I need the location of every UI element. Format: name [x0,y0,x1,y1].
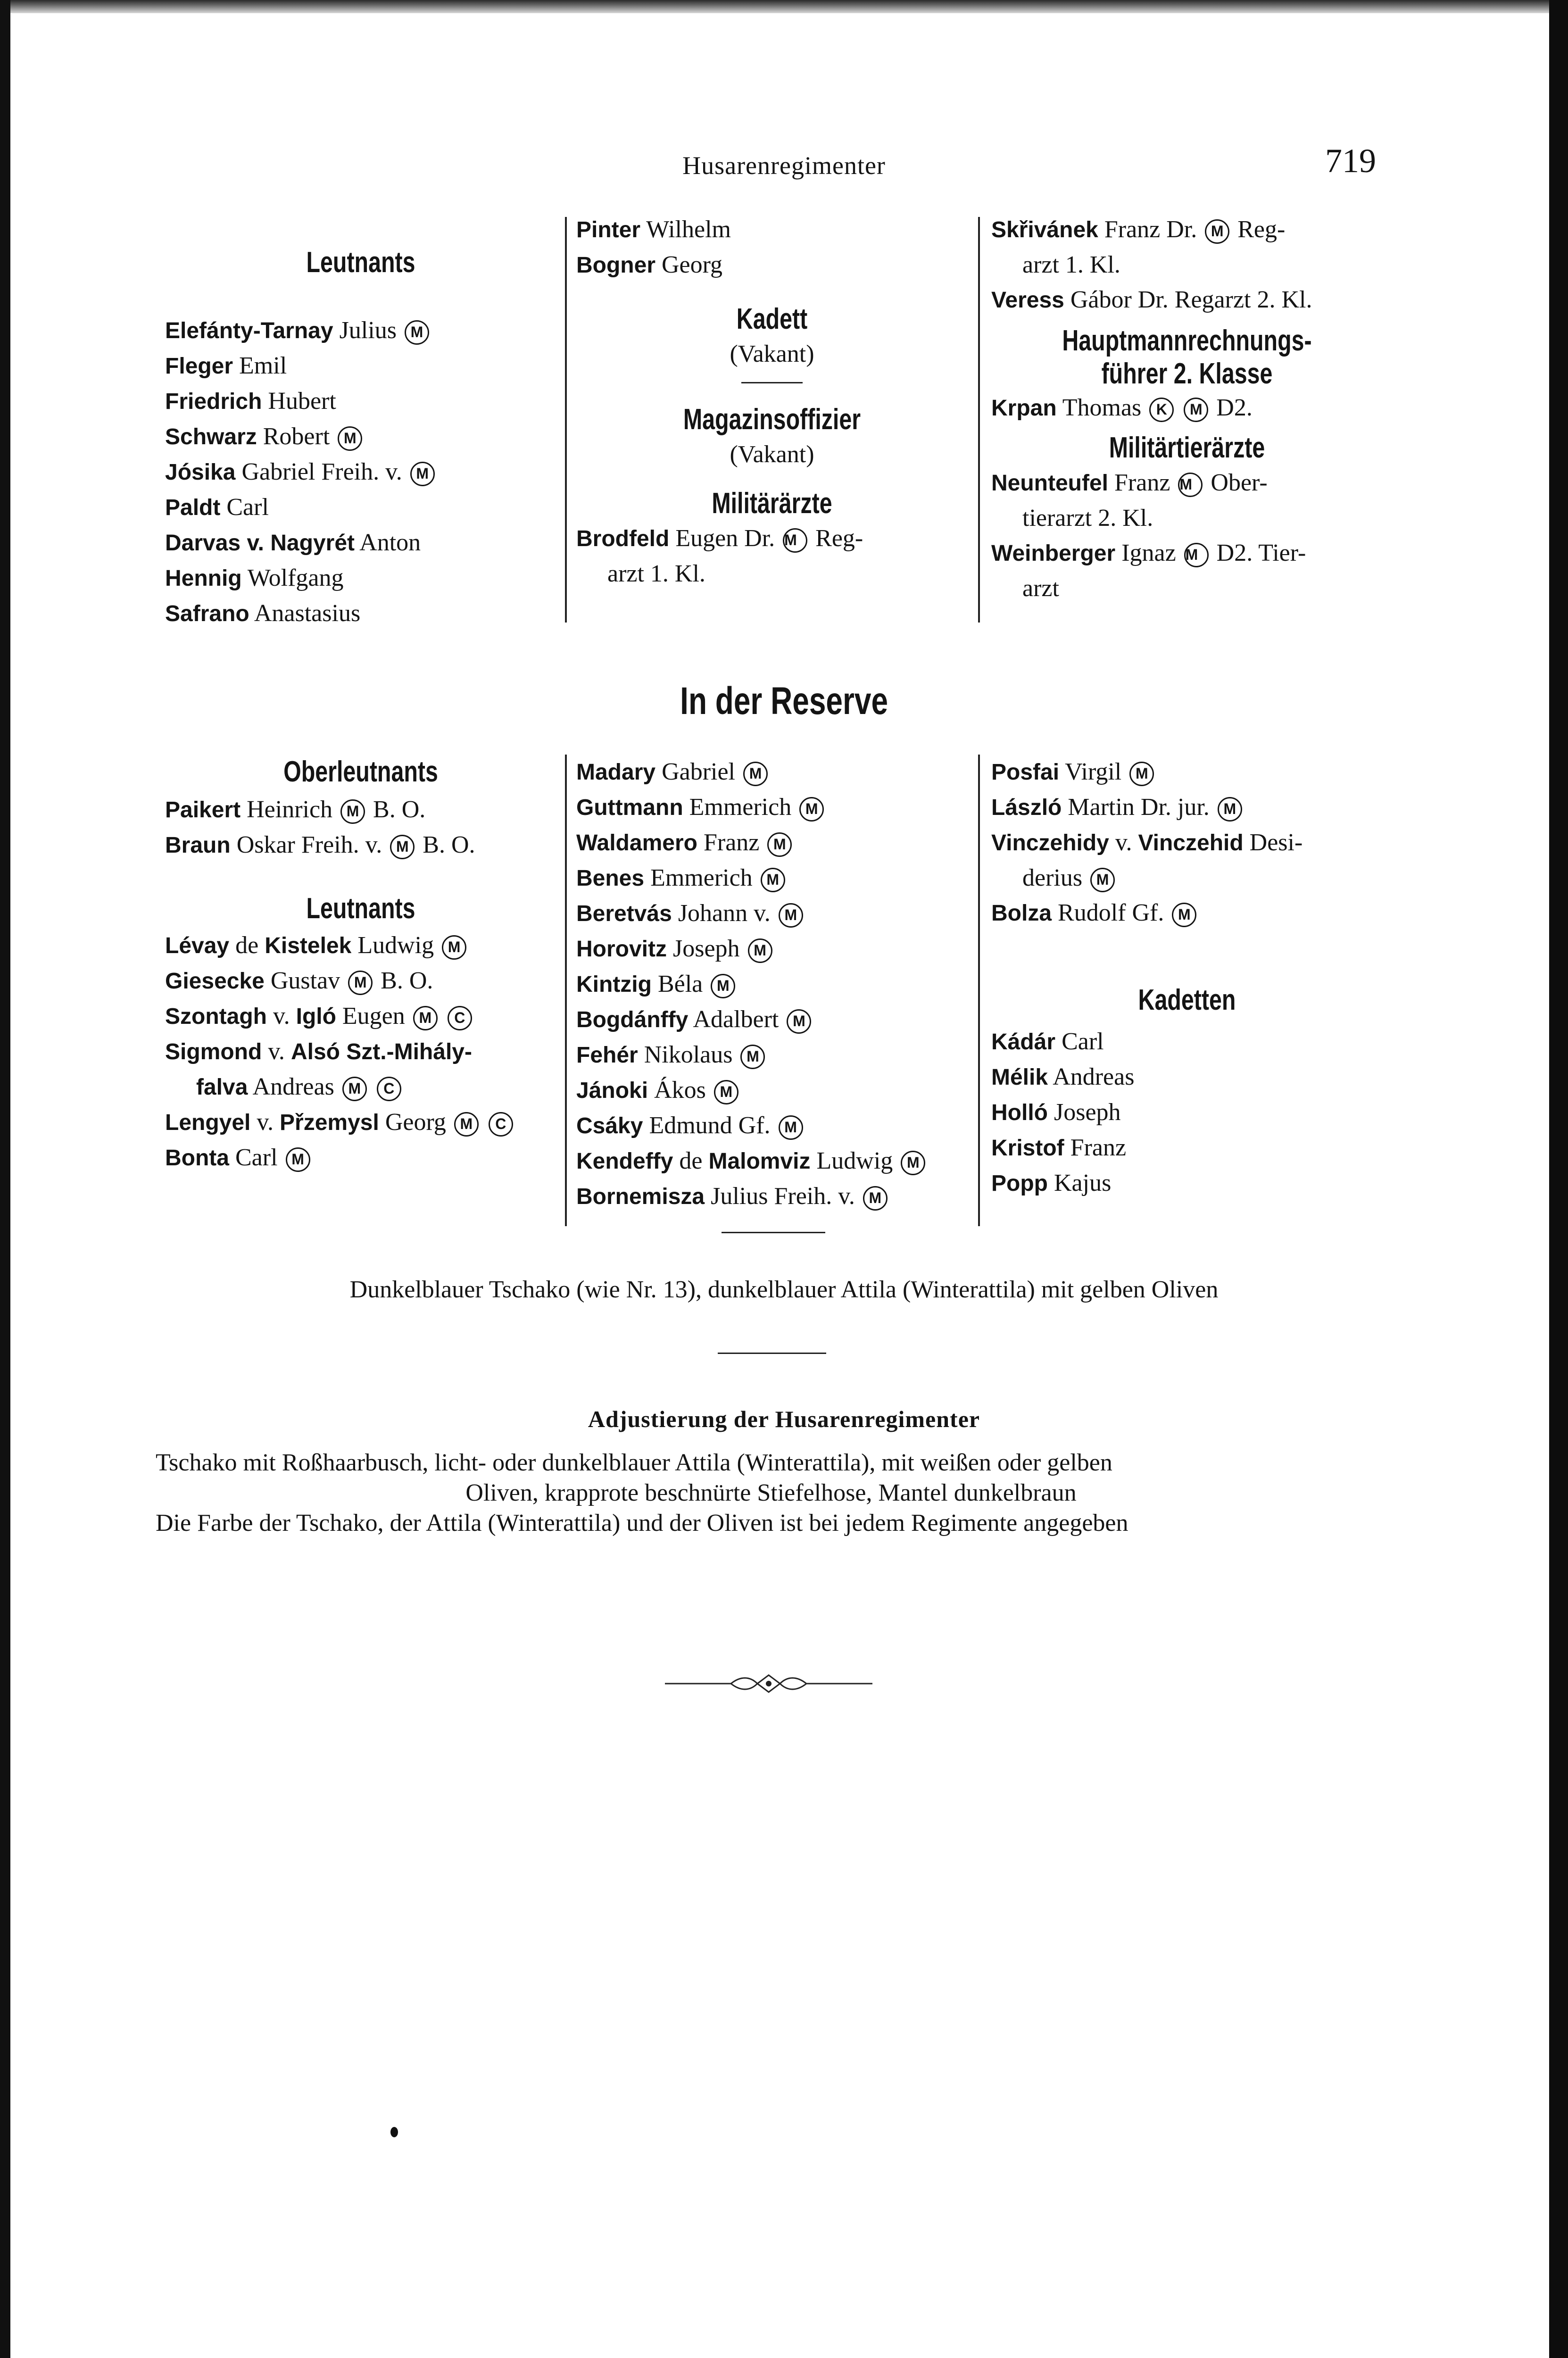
given-name: Emmerich [650,864,753,891]
list-item [576,931,968,967]
rule [741,382,803,383]
merit-mark-icon: M [342,1077,367,1101]
section-heading-kadetten: Kadetten [1138,984,1236,1016]
section-heading-magazinsoffizier: Magazinsoffizier [683,403,861,436]
given-name: Gabriel Freih. v. [241,458,402,485]
merit-mark-icon: M [338,426,362,451]
merit-mark-icon: M [714,1080,738,1104]
list-item [991,1166,1383,1201]
surname: Jósika [165,460,236,485]
given-name: Robert [263,423,330,450]
list-item [991,896,1383,931]
section-heading-leutnants: Leutnants [306,892,415,925]
given-name: Franz [1070,1134,1127,1161]
merit-mark-icon: M [767,832,792,857]
surname: Malomviz [708,1149,811,1174]
surname: Jánoki [576,1078,648,1103]
list-item [165,999,556,1034]
given-name: Carl [1062,1028,1104,1055]
active-leutnants-list [165,313,556,631]
merit-mark-icon: M [1178,473,1203,497]
given-name: Gabriel [662,758,736,785]
surname: Alsó Szt.-Mihály- [290,1039,472,1064]
surname: Hennig [165,566,242,591]
reserve-column-3 [991,755,1383,1201]
merit-mark-icon: M [1129,762,1154,786]
given-name: Johann v. [678,900,771,927]
active-col2-entries [576,212,968,283]
surname: falva [196,1075,248,1100]
surname: Braun [165,833,231,858]
list-item [991,212,1383,248]
list-item [576,1179,968,1214]
list-item [576,967,968,1002]
merit-mark-icon: M [1184,398,1208,422]
surname: Bonta [165,1146,229,1171]
given-name: Kajus [1054,1170,1112,1196]
given-name: Wilhelm [646,216,731,243]
given-name: Rudolf Gf. [1058,899,1164,926]
merit-mark-icon: M [743,762,768,786]
list-item [576,1144,968,1179]
surname: Szontagh [165,1004,267,1029]
given-name: Anton [359,529,421,556]
surname: Bogner [576,253,655,278]
given-name: Emmerich [689,794,792,821]
list-item [576,825,968,861]
section-heading-leutnants: Leutnants [306,246,415,279]
surname: Friedrich [165,389,262,414]
list-item [991,755,1383,790]
merit-mark-icon: M [799,797,824,822]
merit-mark-icon: M [340,799,365,824]
merit-mark-icon: M [442,935,466,960]
suffix-text: B. O. [381,967,433,994]
given-name: Martin Dr. jur. [1068,794,1210,821]
merit-mark-icon: M [779,1115,803,1140]
list-item [165,384,556,419]
surname: Brodfeld [576,526,670,551]
given-name: Carl [235,1144,278,1171]
given-name: Oskar Freih. v. [236,831,382,858]
list-item [165,828,556,863]
reserve-col2-entries [576,755,968,1214]
merit-mark-icon: M [286,1147,310,1172]
surname: Igló [296,1004,336,1029]
surname: Giesecke [165,969,265,994]
surname: László [991,795,1062,820]
list-item [991,1060,1383,1095]
column-divider [978,755,980,1226]
particle: de [235,932,259,959]
particle: de [679,1147,703,1174]
list-item [165,525,556,561]
surname: Beretvás [576,901,672,926]
scan-top-edge [0,0,1568,13]
given-name: Nikolaus [644,1041,733,1068]
decoration-text: D2. [1216,394,1253,421]
rank-text: Ober- [1211,469,1268,496]
surname: Bornemisza [576,1184,705,1209]
surname: Fehér [576,1043,638,1068]
list-item-continuation: arzt [1022,575,1059,602]
given-name: Edmund Gf. [649,1112,771,1139]
active-column-1 [165,245,556,631]
surname: Paikert [165,797,241,822]
merit-mark-icon: M [390,835,415,859]
list-item [991,825,1383,861]
list-item [576,1002,968,1038]
section-heading-militaraerzte: Militärärzte [712,487,832,520]
merit-mark-icon: M [761,868,785,892]
particle: v. [1115,829,1132,856]
given-name: Hubert [268,388,336,415]
list-item [991,536,1383,571]
given-name: Gábor Dr. Regarzt 2. Kl. [1070,286,1312,313]
surname: Krpan [991,396,1057,421]
list-item-continuation: arzt 1. Kl. [1022,251,1120,278]
section-heading-militaertieraerzte: Militärtierärzte [1109,432,1265,464]
given-name: Desi- [1249,829,1303,856]
given-name: Carl [226,494,269,521]
given-name: Wolfgang [247,565,344,591]
merit-mark-icon: M [1184,543,1209,567]
particle: v. [257,1109,274,1136]
merit-mark-icon: M [711,974,735,998]
ink-spot [390,2127,398,2137]
surname: Waldamero [576,830,697,855]
list-item [165,490,556,525]
column-divider [565,217,567,623]
adjustierung-title: Adjustierung der Husarenregimenter [588,1406,980,1432]
surname: Kristof [991,1136,1064,1161]
merit-mark-c-icon: C [448,1006,472,1030]
surname: Kintzig [576,972,652,997]
list-item [991,1130,1383,1166]
given-name: Emil [239,352,287,379]
surname: Elefánty-Tarnay [165,318,333,343]
merit-mark-icon: M [748,938,772,963]
given-name: Franz [703,829,760,856]
merit-mark-icon: M [740,1045,765,1069]
given-name: Franz [1114,469,1170,496]
list-item [165,1034,556,1070]
merit-mark-icon: M [410,462,435,486]
surname: Veress [991,288,1064,313]
surname: Schwarz [165,424,257,449]
list-item [576,212,968,248]
kadetten-list [991,1024,1383,1201]
merit-mark-icon: M [1172,903,1196,927]
given-name: Virgil [1065,758,1122,785]
page-number: 719 [1325,142,1376,180]
list-item [576,861,968,896]
reserve-column-2 [576,755,968,1214]
list-item [576,248,968,283]
surname: Sigmond [165,1039,262,1064]
merit-mark-icon: M [348,971,373,995]
list-item [165,455,556,490]
surname: Neunteufel [991,471,1109,496]
list-item [165,792,556,828]
scan-left-edge [0,0,10,2358]
given-name: Franz Dr. [1104,216,1197,243]
column-divider [565,755,567,1226]
surname: Kistelek [265,933,352,958]
list-item [165,1105,556,1140]
surname: Kendeffy [576,1149,673,1174]
list-item [165,928,556,963]
section-heading-oberleutnants: Oberleutnants [283,756,438,788]
rank-text: Reg- [815,525,863,552]
adjustierung-text [156,1448,1386,1538]
merit-mark-icon: M [405,320,429,345]
scan-right-edge [1549,0,1568,2358]
rank-text: Reg- [1237,216,1286,243]
surname: Guttmann [576,795,683,820]
active-column-3 [991,212,1383,606]
given-name: Julius [339,317,397,344]
column-divider [978,217,980,623]
given-name: Eugen [342,1003,405,1030]
surname: Lengyel [165,1110,251,1135]
reserve-column-1 [165,755,556,1176]
given-name: Georg [385,1109,446,1136]
particle: v. [273,1003,290,1030]
given-name: Adalbert [693,1006,779,1033]
surname: Bogdánffy [576,1007,689,1032]
surname: Pinter [576,217,641,242]
list-item [576,1038,968,1073]
list-item [576,1073,968,1108]
given-name: Béla [657,971,703,997]
reserve-heading-text: In der Reserve [680,680,888,722]
given-name: Andreas [252,1073,334,1100]
list-item [165,313,556,349]
section-heading-rechnungsfuehrer [1034,324,1339,390]
list-item [576,1108,968,1144]
surname: Benes [576,866,645,891]
section-heading-reserve [0,679,1568,723]
merit-mark-icon: M [1218,797,1242,822]
surname: Skřivánek [991,217,1098,242]
surname: Paldt [165,495,221,520]
given-name: Ludwig [816,1147,893,1174]
given-name: Anastasius [254,600,361,627]
list-item [576,790,968,825]
given-name: Andreas [1053,1063,1135,1090]
surname: Safrano [165,601,249,626]
given-name: Ákos [654,1077,706,1104]
given-name: Joseph [1054,1099,1121,1126]
surname: Posfai [991,760,1060,785]
surname: Weinberger [991,541,1116,566]
particle: v. [268,1038,285,1065]
heading-line: führer 2. Klasse [1101,357,1273,390]
given-name: Eugen Dr. [675,525,775,552]
list-item-continuation: tierarzt 2. Kl. [1022,505,1153,531]
merit-mark-icon: M [901,1151,925,1175]
rule [722,1232,825,1233]
given-name: Gustav [270,967,340,994]
merit-mark-icon: M [1090,868,1115,892]
list-item [165,349,556,384]
merit-mark-k-icon: K [1149,398,1174,422]
merit-mark-icon: M [783,528,807,553]
active-column-2 [576,212,968,591]
list-item [576,896,968,931]
list-item [991,1095,1383,1130]
running-head: Husarenregimenter [682,151,886,180]
given-name: Heinrich [247,796,333,823]
surname: Darvas v. Nagyrét [165,531,355,556]
list-item [576,755,968,790]
surname: Kádár [991,1030,1056,1054]
given-name: Ignaz [1121,540,1176,566]
list-item-continuation: arzt 1. Kl. [607,560,705,587]
list-item [576,521,968,556]
list-item [991,790,1383,825]
list-item [165,561,556,596]
surname: Vinczehidy [991,830,1109,855]
surname: Přzemysl [280,1110,379,1135]
merit-mark-icon: M [454,1112,479,1137]
surname: Horovitz [576,937,667,962]
text-line: Die Farbe der Tschako, der Attila (Winterattila) und der Oliven ist bei jedem Regimente angegeben [156,1510,1128,1536]
list-item [991,282,1383,318]
merit-mark-icon: M [787,1009,811,1034]
list-item [165,1140,556,1176]
given-name: Julius Freih. v. [711,1183,855,1210]
given-name: Thomas [1062,394,1142,421]
rank-text: D2. Tier- [1216,540,1306,566]
list-item [165,963,556,999]
given-name: Georg [662,251,723,278]
given-name: derius [1022,864,1083,891]
merit-mark-icon: M [863,1186,888,1211]
list-item [165,419,556,455]
merit-mark-icon: M [413,1006,438,1030]
given-name: Ludwig [357,932,434,959]
surname: Bolza [991,901,1052,926]
heading-line: Hauptmannrechnungs- [1062,324,1312,357]
vacant-note: (Vakant) [730,340,814,367]
text-line: Tschako mit Roßhaarbusch, licht- oder dunkelblauer Attila (Winterattila), mit weißen oder gelben [156,1449,1112,1476]
surname: Madary [576,760,656,785]
uniform-description: Dunkelblauer Tschako (wie Nr. 13), dunkelblauer Attila (Winterattila) mit gelben Oliven [349,1276,1219,1303]
list-item-continuation [991,861,1383,896]
vacant-note: (Vakant) [730,441,814,468]
section-heading-kadett: Kadett [736,303,808,335]
list-item [991,390,1383,426]
surname: Vinczehid [1138,830,1244,855]
ornament-divider-icon [665,1669,872,1698]
surname: Lévay [165,933,230,958]
rule [718,1353,826,1354]
suffix-text: B. O. [373,796,426,823]
merit-mark-icon: M [1205,219,1229,244]
surname: Mélik [991,1065,1048,1090]
list-item [991,1024,1383,1060]
merit-mark-c-icon: C [377,1077,401,1101]
list-item [991,465,1383,501]
merit-mark-icon: M [779,903,803,928]
surname: Popp [991,1171,1048,1196]
suffix-text: B. O. [423,831,475,858]
list-item-continuation [165,1070,556,1105]
surname: Holló [991,1100,1048,1125]
surname: Fleger [165,354,233,379]
given-name: Joseph [673,935,740,962]
merit-mark-c-icon: C [489,1112,513,1137]
text-line: Oliven, krapprote beschnürte Stiefelhose, Mantel dunkelbraun [465,1479,1077,1506]
list-item [165,596,556,631]
surname: Csáky [576,1113,643,1138]
